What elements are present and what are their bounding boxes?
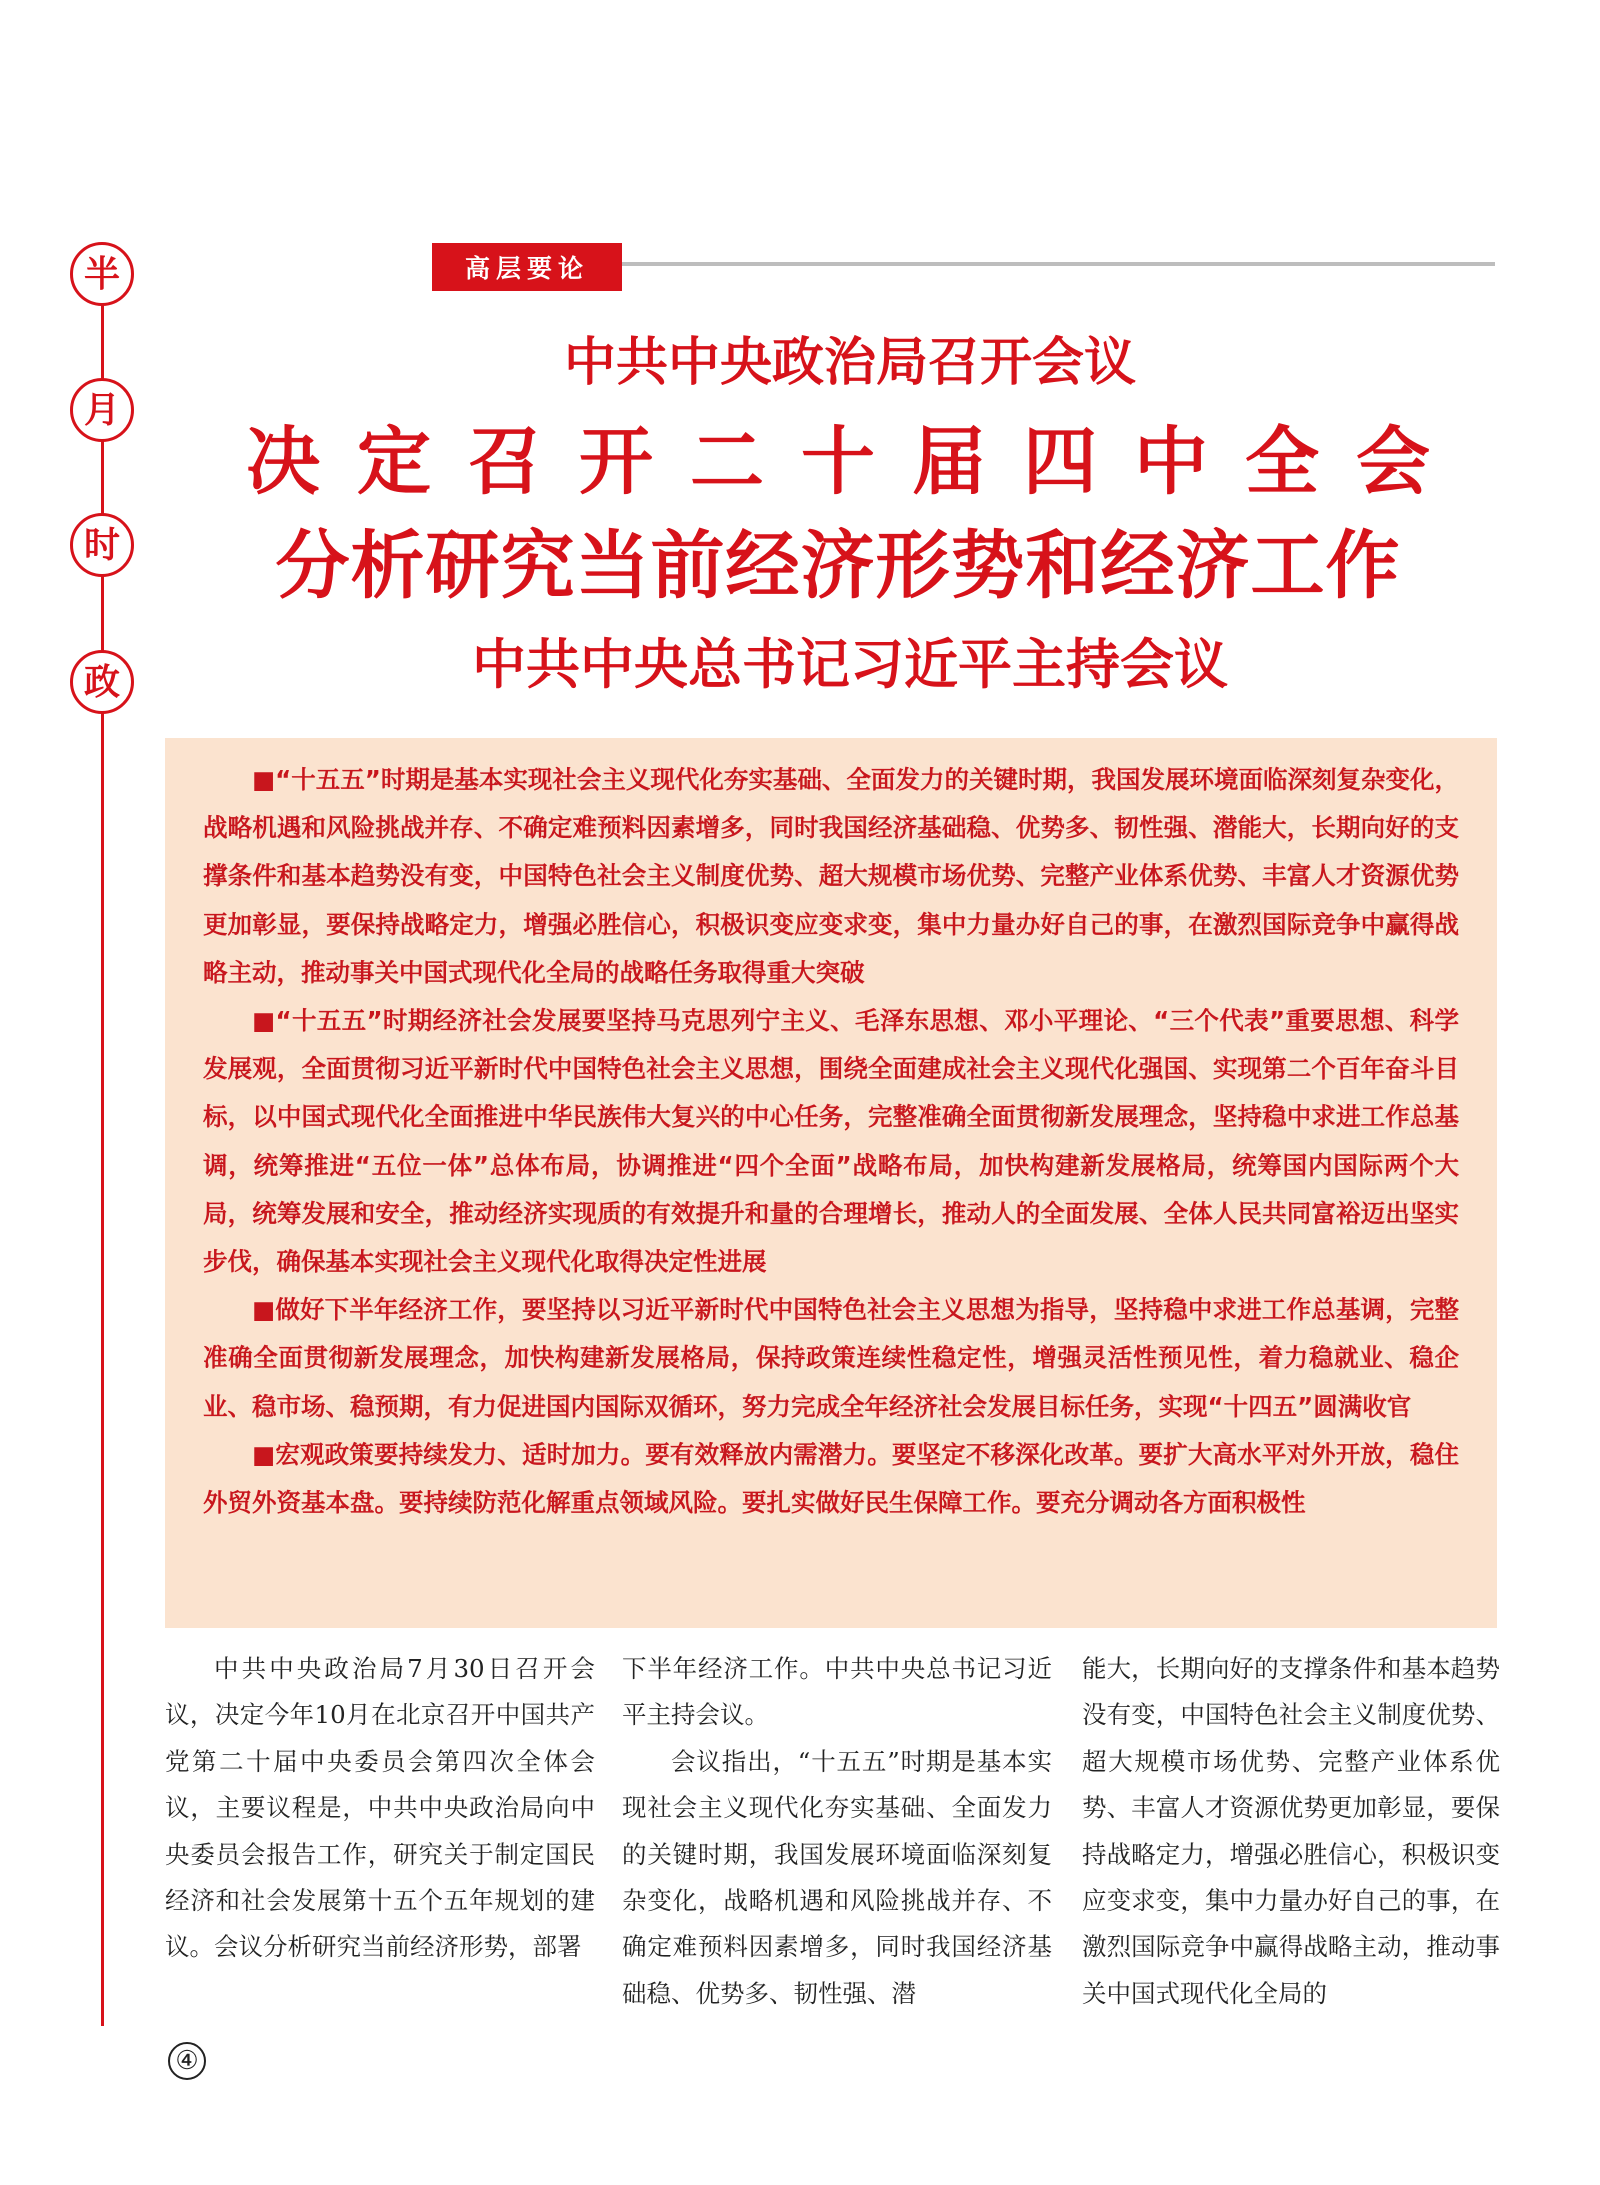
bullet-square-icon: ■: [252, 1439, 276, 1469]
masthead-char-ban: 半: [70, 242, 134, 306]
summary-paragraph-text: 宏观政策要持续发力、适时加力。要有效释放内需潜力。要坚定不移深化改革。要扩大高水平对外开放，稳住外贸外资基本盘。要持续防范化解重点领域风险。要扎实做好民生保障工作。要充分调动各方面积极性: [203, 1439, 1459, 1518]
main-title-line2: 分析研究当前经济形势和经济工作: [275, 523, 1401, 609]
summary-paragraph-text: “十五五”时期经济社会发展要坚持马克思列宁主义、毛泽东思想、邓小平理论、“三个代表”重要思想、科学发展观，全面贯彻习近平新时代中国特色社会主义思想，围绕全面建成社会主义现代化强国、实现第二个百年奋斗目标，以中国式现代化全面推进中华民族伟大复兴的中心任务，完整准确全面贯彻新发展理念，坚持稳中求进工作总基调，统筹推进“五位一体”总体布局，协调推进“四个全面”战略布局，加快构建新发展格局，统筹国内国际两个大局，统筹发展和安全，推动经济实现质的有效提升和量的合理增长，推动人的全面发展、全体人民共同富裕迈出坚实步伐，确保基本实现社会主义现代化取得决定性进展: [203, 1006, 1459, 1277]
body-paragraph: 下半年经济工作。中共中央总书记习近平主持会议。: [622, 1654, 1052, 1730]
summary-paragraph: [203, 1286, 1459, 1431]
page-number: ④: [168, 2042, 206, 2080]
body-column-3: [1082, 1646, 1500, 2026]
main-title-line1: 决定召开二十届四中全会: [246, 419, 1467, 505]
body-column-1: [165, 1646, 595, 2026]
body-paragraph: 能大，长期向好的支撑条件和基本趋势没有变，中国特色社会主义制度优势、超大规模市场优势、完整产业体系优势、丰富人才资源优势更加彰显，要保持战略定力，增强必胜信心，积极识变应变求变，集中力量办好自己的事，在激烈国际竞争中赢得战略主动，推动事关中国式现代化全局的: [1082, 1654, 1500, 2008]
body-paragraph: 中共中央政治局7月30日召开会议，决定今年10月在北京召开中国共产党第二十届中央委员会第四次全体会议，主要议程是，中共中央政治局向中央委员会报告工作，研究关于制定国民经济和社会发展第十五个五年规划的建议。会议分析研究当前经济形势，部署: [165, 1654, 595, 1962]
sub-title: 中共中央总书记习近平主持会议: [472, 633, 1228, 696]
bullet-square-icon: ■: [252, 765, 276, 794]
masthead-char-shi: 时: [70, 513, 134, 577]
section-tag: 高层要论: [432, 243, 622, 291]
body-paragraph: 会议指出，“十五五”时期是基本实现社会主义现代化夯实基础、全面发力的关键时期，我国发展环境面临深刻复杂变化，战略机遇和风险挑战并存、不确定难预料因素增多，同时我国经济基础稳、优势多、韧性强、潜: [622, 1746, 1052, 2008]
bullet-square-icon: ■: [252, 1295, 276, 1325]
masthead-char-yue: 月: [70, 378, 134, 442]
bullet-square-icon: ■: [252, 1006, 276, 1036]
summary-paragraph-text: “十五五”时期是基本实现社会主义现代化夯实基础、全面发力的关键时期，我国发展环境面临深刻复杂变化，战略机遇和风险挑战并存、不确定难预料因素增多，同时我国经济基础稳、优势多、韧性强、潜能大，长期向好的支撑条件和基本趋势没有变，中国特色社会主义制度优势、超大规模市场优势、完整产业体系优势、丰富人才资源优势更加彰显，要保持战略定力，增强必胜信心，积极识变应变求变，集中力量办好自己的事，在激烈国际竞争中赢得战略主动，推动事关中国式现代化全局的战略任务取得重大突破: [203, 765, 1459, 987]
summary-box: [165, 738, 1497, 1628]
summary-paragraph: [203, 997, 1459, 1286]
masthead-char-zheng: 政: [70, 650, 134, 714]
body-column-2: [622, 1646, 1052, 2026]
pre-title: 中共中央政治局召开会议: [563, 332, 1136, 393]
summary-paragraph-text: 做好下半年经济工作，要坚持以习近平新时代中国特色社会主义思想为指导，坚持稳中求进工作总基调，完整准确全面贯彻新发展理念，加快构建新发展格局，保持政策连续性稳定性，增强灵活性预见性，着力稳就业、稳企业、稳市场、稳预期，有力促进国内国际双循环，努力完成全年经济社会发展目标任务，实现“十四五”圆满收官: [203, 1295, 1459, 1421]
summary-paragraph: [203, 1431, 1459, 1527]
section-tag-rule: [622, 262, 1495, 266]
summary-paragraph: [203, 756, 1459, 997]
